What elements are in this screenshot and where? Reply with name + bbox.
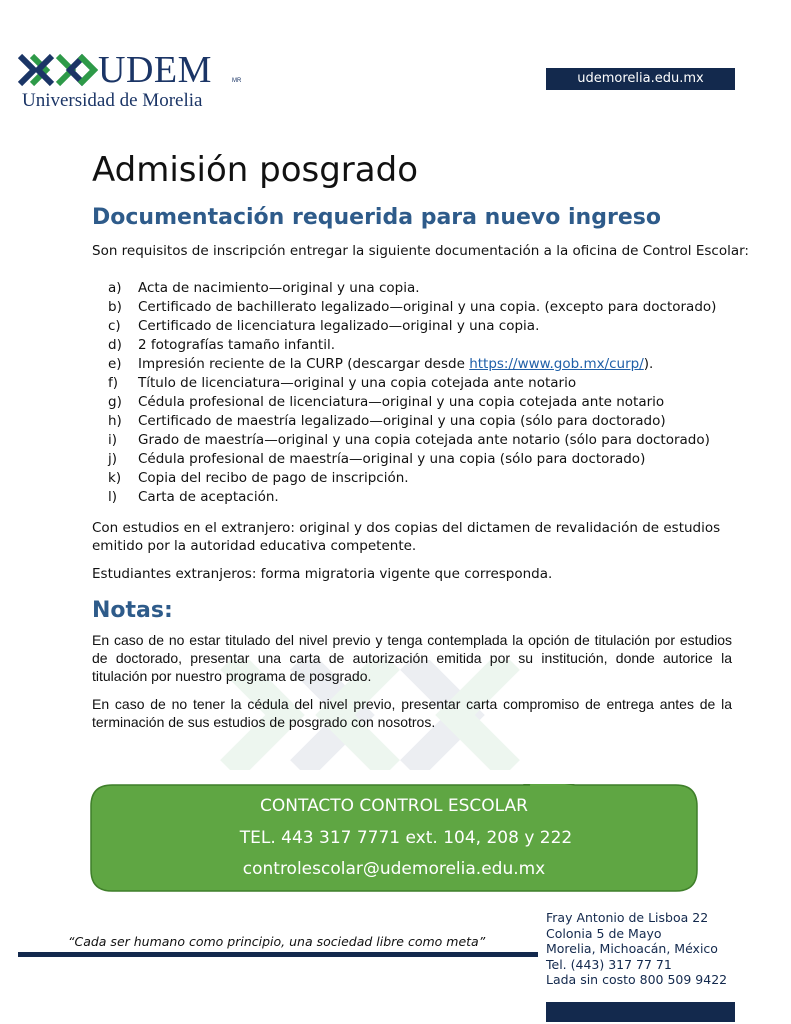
note-paragraph: En caso de no tener la cédula del nivel previo, presentar carta compromiso de entrega antes de la terminación de sus estudios de posgrado con nosotros. [92,696,732,730]
slogan-text: “Cada ser humano como principio, una sociedad libre como meta” [68,934,486,949]
address-line: Fray Antonio de Lisboa 22 [546,910,709,925]
footer-divider [18,952,538,957]
udem-logo [18,48,248,112]
website-banner[interactable]: udemorelia.edu.mx [546,68,735,90]
contact-phone[interactable]: TEL. 443 317 7771 ext. 104, 208 y 222 [239,828,573,848]
list-item: i) Grado de maestría—original y una copia cotejada ante notario (sólo para doctorado) [108,432,710,448]
note-paragraph: En caso de no estar titulado del nivel previo y tenga contemplada la opción de titulación por estudios de doctorado, presentar una carta de autorización emitida por su institución, donde autorice la titulación por nuestro programa de posgrado. [92,632,732,684]
logo-name: UDEM [98,49,212,91]
list-item: g) Cédula profesional de licenciatura—original y una copia cotejada ante notario [108,394,665,410]
section-heading-documentation: Documentación requerida para nuevo ingreso [92,205,661,230]
contact-email[interactable]: controlescolar@udemorelia.edu.mx [242,859,546,879]
logo-subtitle: Universidad de Morelia [22,90,203,111]
list-item: l) Carta de aceptación. [108,489,279,505]
contact-heading: CONTACTO CONTROL ESCOLAR [260,796,528,816]
address-block [546,910,727,988]
intro-text: Son requisitos de inscripción entregar la siguiente documentación a la oficina de Control Escolar: [92,243,749,259]
list-item: b) Certificado de bachillerato legalizado—original y una copia. (excepto para doctorado) [108,299,717,315]
address-phone: Tel. (443) 317 77 71 [546,956,672,972]
logo-trademark: MR [232,78,242,84]
address-tollfree: Lada sin costo 800 509 9422 [546,972,728,987]
list-item: k) Copia del recibo de pago de inscripción. [108,470,409,486]
list-item: a) Acta de nacimiento—original y una copia. [108,280,420,296]
foreign-studies-text: Con estudios en el extranjero: original y dos copias del dictamen de revalidación de estudios emitido por la autoridad educativa competente. [92,520,721,554]
udem-logo-mark-icon [18,48,98,88]
requirements-list [108,279,762,507]
notes-heading: Notas: [92,598,173,623]
main-content [92,150,762,731]
list-item: j) Cédula profesional de maestría—original y una copia (sólo para doctorado) [108,451,646,467]
page-title: Admisión posgrado [92,150,419,190]
contact-box [90,784,698,892]
curp-link[interactable]: https://www.gob.mx/curp/ [469,356,644,372]
list-item: d) 2 fotografías tamaño infantil. [108,337,336,353]
footer-band [546,1002,735,1022]
foreign-students-text: Estudiantes extranjeros: forma migratoria vigente que corresponda. [92,566,553,582]
list-item: c) Certificado de licenciatura legalizado—original y una copia. [108,318,540,334]
list-item: e) Impresión reciente de la CURP (descargar desde https://www.gob.mx/curp/). [108,356,654,372]
address-line: Colonia 5 de Mayo [546,925,662,941]
list-item: f) Título de licenciatura—original y una copia cotejada ante notario [108,375,577,391]
address-line: Morelia, Michoacán, México [546,941,718,956]
list-item: h) Certificado de maestría legalizado—original y una copia (sólo para doctorado) [108,413,666,429]
